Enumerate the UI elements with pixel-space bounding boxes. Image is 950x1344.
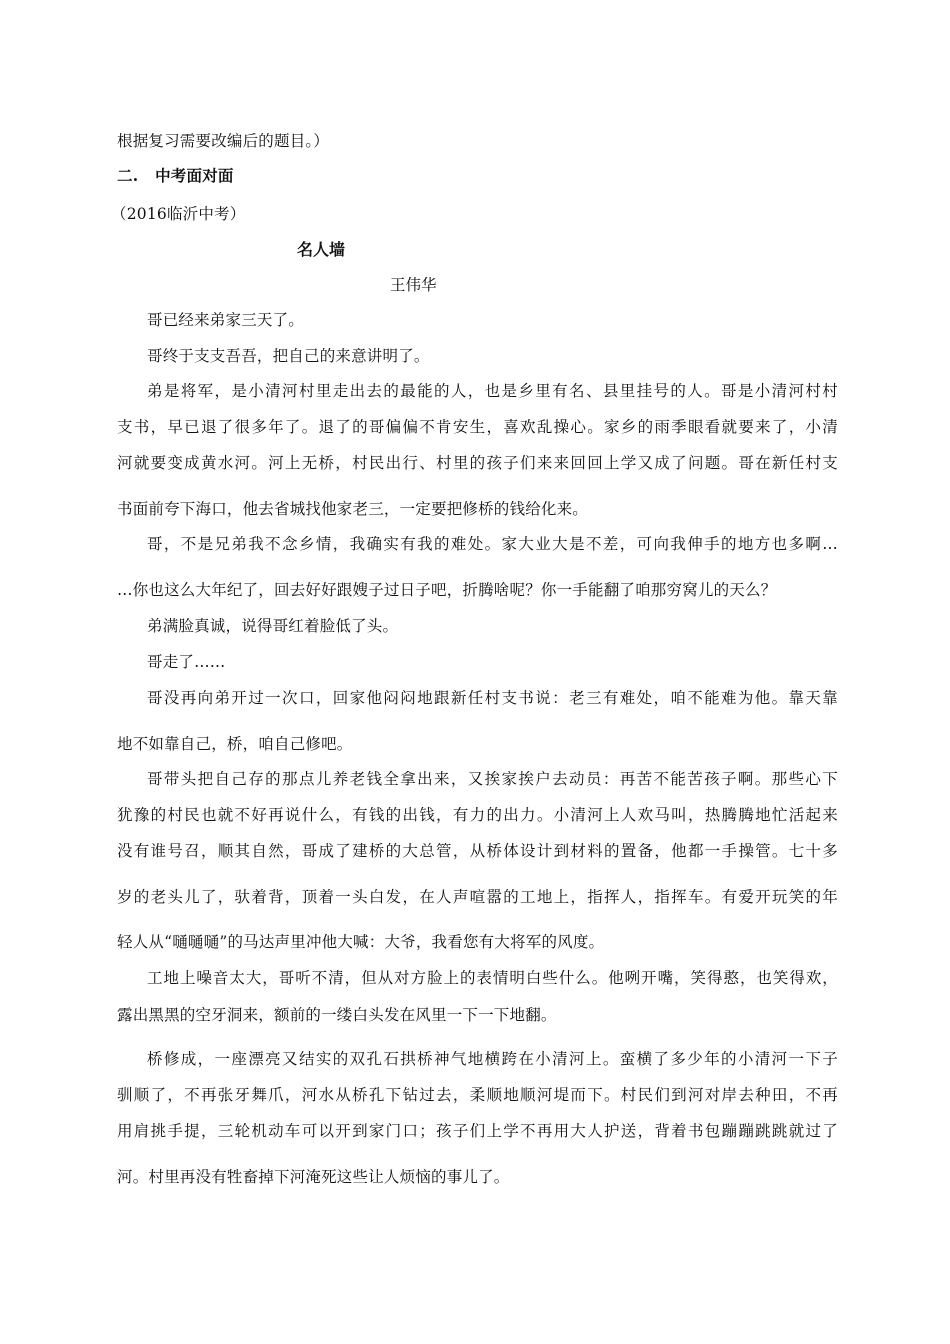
paragraph-line: 没有谁号召，顺其自然，哥成了建桥的大总管，从桥体设计到材料的置备，他都一手操管。七十多 (117, 842, 838, 860)
paragraph-line: 工地上噪音太大，哥听不清，但从对方脸上的表情明白些什么。他咧开嘴，笑得憨，也笑得欢， (147, 969, 838, 987)
paragraph-line: …你也这么大年纪了，回去好好跟嫂子过日子吧，折腾啥呢？你一手能翻了咱那穷窝儿的天么？ (117, 581, 777, 599)
paragraph-line: 支书，早已退了很多年了。退了的哥偏偏不肯安生，喜欢乱操心。家乡的雨季眼看就要来了，小清 (117, 418, 838, 436)
article-author: 王伟华 (390, 276, 437, 294)
paragraph-line: 河就要变成黄水河。河上无桥，村民出行、村里的孩子们来来回回上学又成了问题。哥在新任村支 (117, 454, 838, 472)
paragraph-line: 哥没再向弟开过一次口，回家他闷闷地跟新任村支书说：老三有难处，咱不能难为他。靠天靠 (147, 689, 838, 707)
paragraph-line: 桥修成，一座漂亮又结实的双孔石拱桥神气地横跨在小清河上。蛮横了多少年的小清河一下子 (147, 1050, 838, 1068)
paragraph-line: 哥带头把自己存的那点儿养老钱全拿出来，又挨家挨户去动员：再苦不能苦孩子啊。那些心下 (147, 770, 838, 788)
paragraph-line: 哥，不是兄弟我不念乡情，我确实有我的难处。家大业大是不差，可向我伸手的地方也多啊… (147, 535, 838, 553)
article-title: 名人墙 (297, 240, 346, 259)
paragraph-line: 犹豫的村民也就不好再说什么，有钱的出钱，有力的出力。小清河上人欢马叫，热腾腾地忙活起来 (117, 806, 838, 824)
intro-tail-text: 根据复习需要改编后的题目。） (117, 132, 330, 150)
paragraph-line: 书面前夸下海口，他去省城找他家老三，一定要把修桥的钱给化来。 (117, 500, 589, 518)
paragraph-line: 轻人从“嗵嗵嗵”的马达声里冲他大喊：大爷，我看您有大将军的风度。 (117, 933, 605, 951)
source-note: （2016临沂中考） (111, 205, 246, 223)
paragraph-line: 露出黑黑的空牙洞来，额前的一缕白头发在风里一下一下地翻。 (117, 1006, 557, 1024)
paragraph-line: 哥终于支支吾吾，把自己的来意讲明了。 (147, 347, 430, 365)
section-title: 中考面对面 (155, 166, 234, 185)
paragraph-line: 岁的老头儿了，驮着背，顶着一头白发，在人声喧嚣的工地上，指挥人，指挥车。有爱开玩笑的年 (117, 888, 838, 906)
paragraph-line: 用肩挑手提，三轮机动车可以开到家门口；孩子们上学不再用大人护送，背着书包蹦蹦跳跳就过了 (117, 1122, 838, 1140)
paragraph-line: 弟满脸真诚，说得哥红着脸低了头。 (147, 617, 399, 635)
paragraph-line: 哥走了…… (147, 653, 226, 671)
paragraph-line: 地不如靠自己，桥，咱自己修吧。 (117, 735, 353, 753)
paragraph-line: 驯顺了，不再张牙舞爪，河水从桥孔下钻过去，柔顺地顺河堤而下。村民们到河对岸去种田，不再 (117, 1086, 838, 1104)
section-number: 二. (117, 166, 139, 185)
paragraph-line: 哥已经来弟家三天了。 (147, 311, 305, 329)
paragraph-line: 河。村里再没有牲畜掉下河淹死这些让人烦恼的事儿了。 (117, 1168, 510, 1186)
section-heading (117, 166, 837, 186)
paragraph-line: 弟是将军，是小清河村里走出去的最能的人，也是乡里有名、县里挂号的人。哥是小清河村村 (147, 382, 838, 400)
